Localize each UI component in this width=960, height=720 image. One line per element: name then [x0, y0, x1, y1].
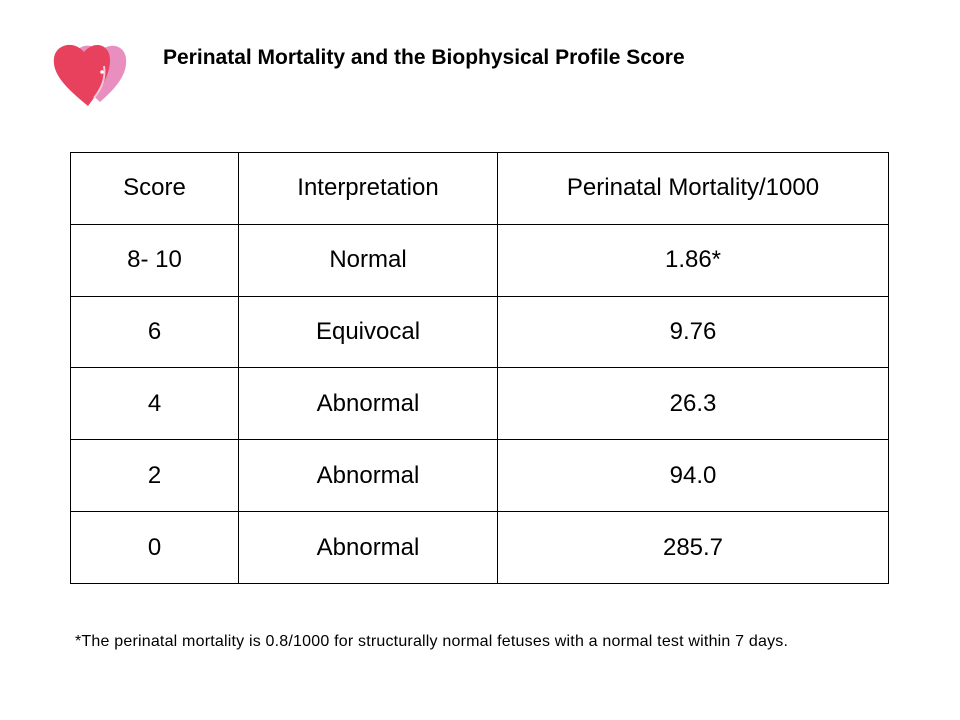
- table-row: [71, 512, 889, 584]
- cell-score: 4: [71, 368, 239, 440]
- cell-interpretation: Normal: [239, 224, 498, 296]
- footnote: *The perinatal mortality is 0.8/1000 for structurally normal fetuses with a normal test within 7 days.: [75, 633, 789, 650]
- table-row: [71, 296, 889, 368]
- cell-mortality: 1.86*: [498, 224, 889, 296]
- cell-score: 6: [71, 296, 239, 368]
- header-interpretation: Interpretation: [239, 153, 498, 225]
- cell-mortality: 9.76: [498, 296, 889, 368]
- cell-interpretation: Equivocal: [239, 296, 498, 368]
- cell-score: 0: [71, 512, 239, 584]
- cell-score: 8- 10: [71, 224, 239, 296]
- cell-interpretation: Abnormal: [239, 368, 498, 440]
- cell-score: 2: [71, 440, 239, 512]
- heart-highlight-dot: [100, 70, 104, 74]
- table-row: [71, 440, 889, 512]
- cell-mortality: 26.3: [498, 368, 889, 440]
- page-title: Perinatal Mortality and the Biophysical Profile Score: [163, 46, 685, 69]
- cell-interpretation: Abnormal: [239, 512, 498, 584]
- pink-hearts-logo-icon: [50, 38, 128, 110]
- header-mortality: Perinatal Mortality/1000: [498, 153, 889, 225]
- mortality-table: [70, 152, 889, 584]
- table-row: [71, 224, 889, 296]
- cell-mortality: 94.0: [498, 440, 889, 512]
- table-row: [71, 368, 889, 440]
- cell-interpretation: Abnormal: [239, 440, 498, 512]
- table-header-row: [71, 153, 889, 225]
- header-score: Score: [71, 153, 239, 225]
- cell-mortality: 285.7: [498, 512, 889, 584]
